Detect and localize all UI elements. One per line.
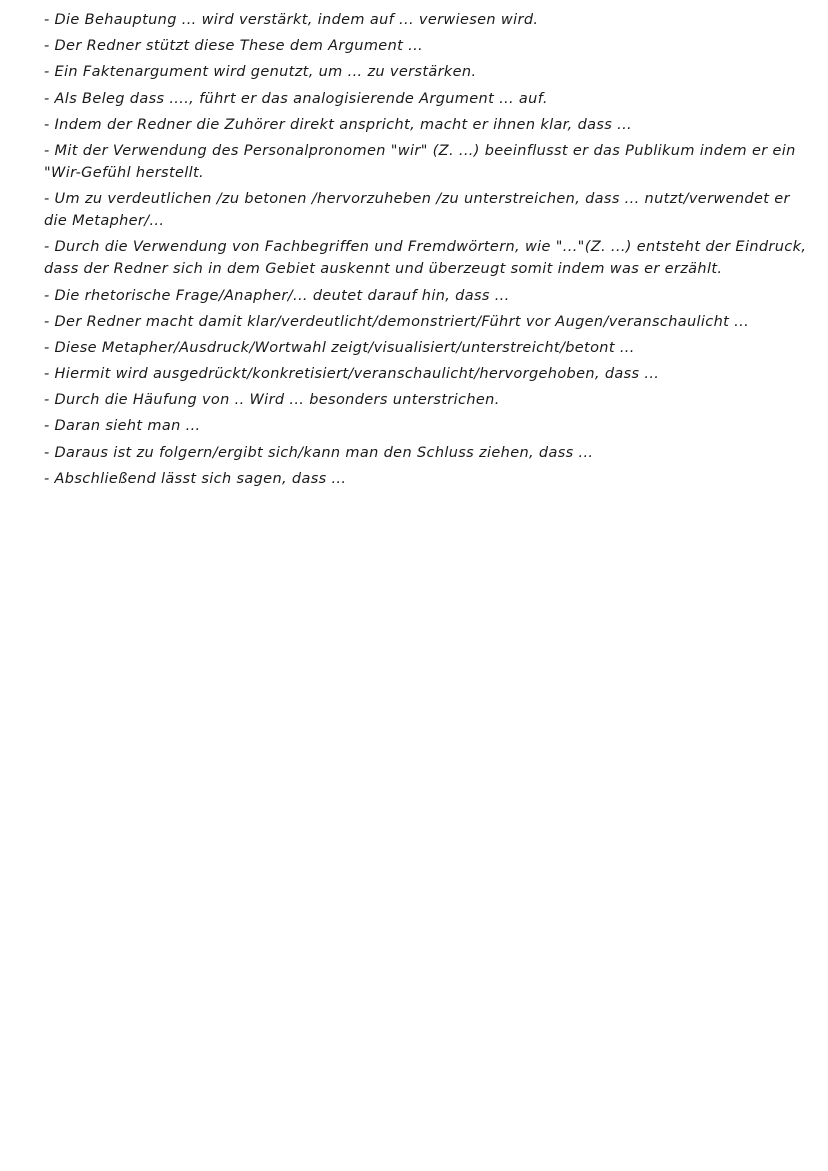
phrase-list bbox=[44, 9, 814, 494]
phrase-line: - Durch die Häufung von .. Wird ... besonders unterstrichen. bbox=[44, 392, 500, 409]
phrase-line: - Ein Faktenargument wird genutzt, um ... zu verstärken. bbox=[44, 64, 477, 81]
phrase-line: - Um zu verdeutlichen /zu betonen /hervorzuheben /zu unterstreichen, dass ... nutzt/verwendet er die Metapher/... bbox=[44, 191, 790, 230]
phrase-line: - Der Redner stützt diese These dem Argument ... bbox=[44, 38, 423, 55]
phrase-line: - Daraus ist zu folgern/ergibt sich/kann man den Schluss ziehen, dass ... bbox=[44, 444, 594, 461]
phrase-line: - Die Behauptung ... wird verstärkt, indem auf ... verwiesen wird. bbox=[44, 12, 539, 28]
phrase-line: - Mit der Verwendung des Personalpronomen "wir" (Z. ...) beeinflusst er das Publikum indem er ein "Wir-Gefühl herstellt. bbox=[44, 142, 796, 181]
phrase-line: - Indem der Redner die Zuhörer direkt anspricht, macht er ihnen klar, dass ... bbox=[44, 116, 633, 133]
phrase-line: - Daran sieht man ... bbox=[44, 418, 201, 435]
phrase-line: - Der Redner macht damit klar/verdeutlicht/demonstriert/Führt vor Augen/veranschaulicht ... bbox=[44, 313, 750, 330]
phrase-line: - Durch die Verwendung von Fachbegriffen und Fremdwörtern, wie "..."(Z. ...) entsteht der Eindruck, dass der Redner sich in dem Gebiet auskennt und überzeugt somit indem was er erzählt. bbox=[44, 239, 807, 278]
phrase-line: - Als Beleg dass ...., führt er das analogisierende Argument ... auf. bbox=[44, 90, 548, 107]
phrase-line: - Abschließend lässt sich sagen, dass ... bbox=[44, 470, 347, 487]
phrase-line: - Hiermit wird ausgedrückt/konkretisiert/veranschaulicht/hervorgehoben, dass ... bbox=[44, 366, 660, 383]
phrase-line: - Die rhetorische Frage/Anapher/... deutet darauf hin, dass ... bbox=[44, 287, 510, 304]
phrase-line: - Diese Metapher/Ausdruck/Wortwahl zeigt/visualisiert/unterstreicht/betont ... bbox=[44, 339, 635, 356]
